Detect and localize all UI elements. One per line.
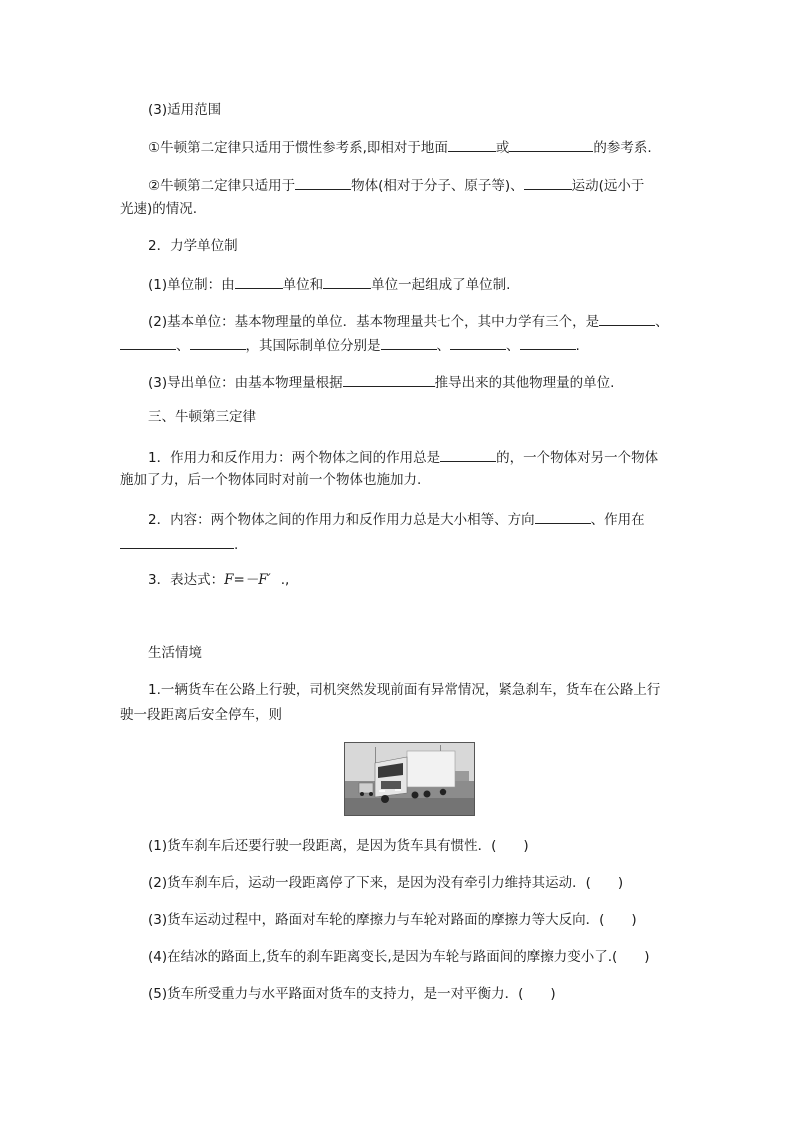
life-question-1-cont: 驶一段距离后安全停车，则: [120, 707, 282, 723]
third-item-1-cont: 施加了力，后一个物体同时对前一个物体也施加力.: [120, 472, 422, 488]
units-item-2-text-g: .: [575, 338, 580, 354]
judge-item-5: (5)货车所受重力与水平路面对货车的支持力，是一对平衡力．( ): [148, 986, 556, 1002]
fill-blank[interactable]: [448, 136, 496, 152]
units-item-2-text-d: ，其国际制单位分别是: [245, 338, 381, 354]
scope-item-2-text-b: 物体(相对于分子、原子等)、: [351, 178, 524, 194]
third-item-1-text-b: 的，一个物体对另一个物体: [496, 450, 659, 466]
scope-item-1: [148, 136, 652, 158]
truck-illustration: [345, 743, 474, 815]
scope-item-2-text-c: 运动(远小于: [571, 178, 645, 194]
judge-item-3: (3)货车运动过程中，路面对车轮的摩擦力与车轮对路面的摩擦力等大反向．( ): [148, 912, 637, 928]
fill-blank[interactable]: [599, 310, 655, 326]
life-question-1: 1.一辆货车在公路上行驶，司机突然发现前面有异常情况，紧急刹车，货车在公路上行: [148, 682, 661, 698]
units-item-1-text-b: 单位和: [282, 277, 324, 293]
units-item-2-cont: [120, 334, 580, 356]
third-item-3-text-a: 3．表达式：: [148, 572, 225, 588]
units-item-2-text-b: 、: [655, 314, 669, 330]
units-item-2-text-e: 、: [436, 338, 450, 354]
life-scenario-title: 生活情境: [148, 645, 202, 661]
third-item-2: [148, 508, 645, 530]
scope-item-1-text-c: 的参考系.: [593, 140, 652, 156]
section-scope-title: (3)适用范围: [148, 102, 222, 118]
fill-blank[interactable]: [190, 334, 246, 350]
fill-blank[interactable]: [524, 174, 572, 190]
fill-blank[interactable]: [120, 533, 234, 549]
units-item-2: [148, 310, 669, 332]
third-item-3: [148, 570, 289, 590]
units-item-2-text-c: 、: [176, 338, 190, 354]
third-item-1-text-a: 1．作用力和反作用力：两个物体之间的作用总是: [148, 450, 441, 466]
third-item-3-text-b: .,: [280, 572, 290, 588]
units-item-2-text-f: 、: [506, 338, 520, 354]
third-law-title: 三、牛顿第三定律: [148, 409, 256, 425]
units-item-3: [148, 371, 614, 393]
fill-blank[interactable]: [343, 371, 435, 387]
fill-blank[interactable]: [509, 136, 593, 152]
third-item-2-cont: [120, 533, 238, 555]
judge-item-1: (1)货车刹车后还要行驶一段距离，是因为货车具有惯性．( ): [148, 838, 529, 854]
scope-item-2: [148, 174, 644, 196]
third-item-2-text-b: 、作用在: [590, 512, 645, 528]
fill-blank[interactable]: [120, 334, 176, 350]
fill-blank[interactable]: [440, 446, 496, 462]
fill-blank[interactable]: [535, 508, 591, 524]
truck-photo: [344, 742, 475, 816]
units-item-3-text-a: (3)导出单位：由基本物理量根据: [148, 375, 343, 391]
units-section-title: 2．力学单位制: [148, 238, 238, 254]
newton-third-law-formula: F=－F′: [224, 572, 271, 588]
fill-blank[interactable]: [381, 334, 437, 350]
scope-item-1-text-a: ①牛顿第二定律只适用于惯性参考系,即相对于地面: [148, 140, 448, 156]
judge-item-4: (4)在结冰的路面上,货车的刹车距离变长,是因为车轮与路面间的摩擦力变小了.( ): [148, 949, 650, 965]
fill-blank[interactable]: [235, 273, 283, 289]
scope-item-2-text-a: ②牛顿第二定律只适用于: [148, 178, 296, 194]
scope-item-1-text-b: 或: [495, 140, 510, 156]
scope-item-2-cont: 光速)的情况.: [120, 201, 198, 217]
judge-item-2: (2)货车刹车后，运动一段距离停了下来，是因为没有牵引力维持其运动．( ): [148, 875, 624, 891]
third-item-2-text-c: .: [234, 537, 239, 553]
units-item-3-text-b: 推导出来的其他物理量的单位.: [434, 375, 615, 391]
fill-blank[interactable]: [295, 174, 351, 190]
units-item-1-text-a: (1)单位制：由: [148, 277, 235, 293]
fill-blank[interactable]: [323, 273, 371, 289]
units-item-2-text-a: (2)基本单位：基本物理量的单位．基本物理量共七个，其中力学有三个，是: [148, 314, 600, 330]
units-item-1: [148, 273, 510, 295]
third-item-1: [148, 446, 658, 468]
third-item-2-text-a: 2．内容：两个物体之间的作用力和反作用力总是大小相等、方向: [148, 512, 535, 528]
units-item-1-text-c: 单位一起组成了单位制.: [371, 277, 511, 293]
fill-blank[interactable]: [520, 334, 576, 350]
fill-blank[interactable]: [450, 334, 506, 350]
